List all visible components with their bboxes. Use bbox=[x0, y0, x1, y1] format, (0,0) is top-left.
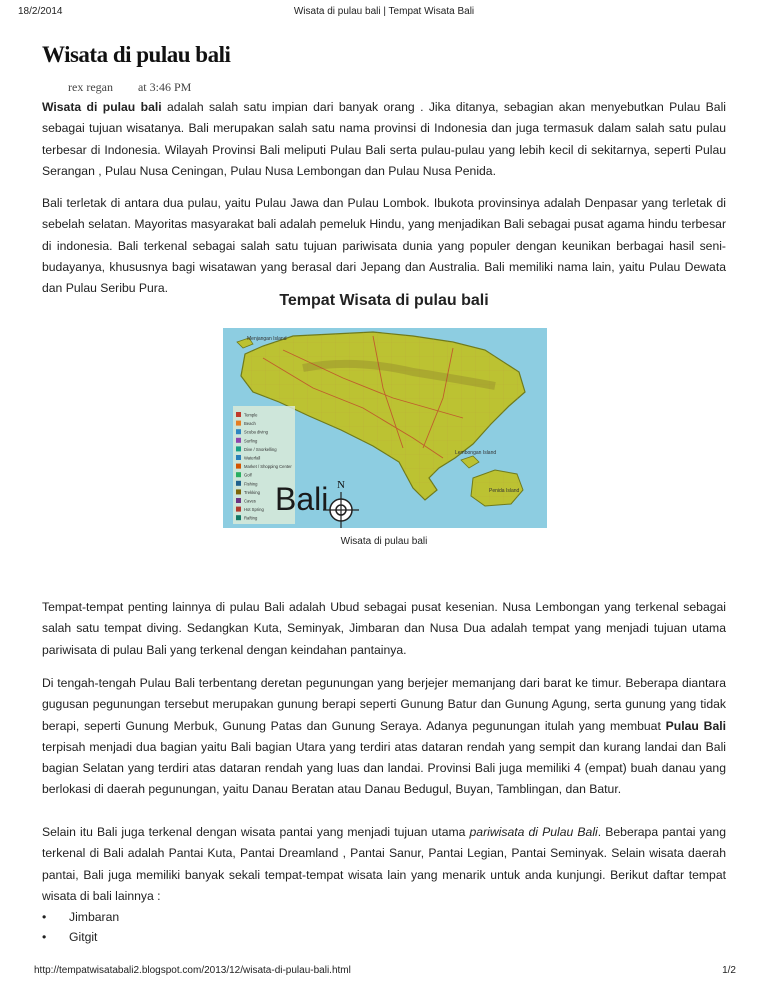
print-page-title: Wisata di pulau bali | Tempat Wisata Bali bbox=[293, 6, 475, 17]
paragraph-beaches bbox=[42, 822, 726, 907]
legend-icon bbox=[236, 489, 241, 494]
print-date: 18/2/2014 bbox=[18, 6, 63, 17]
post-time[interactable]: at 3:46 PM bbox=[137, 80, 192, 94]
paragraph-places: Tempat-tempat penting lainnya di pulau Bali adalah Ubud sebagai pusat kesenian. Nusa Lembongan yang terkenal sebagai salah satu tempat diving. Sedangkan Kuta, Seminyak, Jimbaran dan Nusa Dua adalah tempat yang menjadi tujuan utama pariwisata di pulau Bali yang terkenal dengan keindahan pantainya. bbox=[42, 600, 726, 657]
intro-bold-keyword: Wisata di pulau bali bbox=[42, 100, 162, 114]
legend-label: Beach bbox=[244, 421, 256, 427]
bali-map-drawing bbox=[223, 328, 547, 528]
legend-label: Waterfall bbox=[244, 455, 261, 461]
map-caption: Wisata di pulau bali bbox=[340, 536, 428, 547]
post-meta bbox=[68, 80, 191, 95]
legend-icon bbox=[236, 446, 241, 451]
legend-label: Trekking bbox=[244, 489, 260, 495]
map-label-penida: Penida Island bbox=[489, 488, 520, 494]
mountains-bold-link[interactable]: Pulau Bali bbox=[665, 718, 727, 733]
legend-label: Fishing bbox=[244, 481, 258, 487]
paragraph-mountains bbox=[42, 673, 726, 801]
bullet-dot-icon: • bbox=[42, 910, 47, 924]
legend-icon bbox=[236, 455, 241, 460]
map-label-north: N bbox=[337, 479, 345, 491]
legend-icon bbox=[236, 429, 241, 434]
mountains-text-a: Di tengah-tengah Pulau Bali terbentang deretan pegunungan yang berjejer memanjang dari barat ke timur. Beberapa diantara gugusan pegunungan tersebut merupakan gunung berapi seperti Gunung Batur dan Gunung Agung, serta gunung yang tidak berapi, seperti Gunung Merbuk, Gunung Patas dan Gunung Seraya. Adanya pegunungan itulah yang membuat bbox=[42, 676, 726, 733]
legend-label: Caves bbox=[244, 498, 256, 504]
map-label-lembongan: Lembongan Island bbox=[455, 450, 497, 456]
paragraph-location: Bali terletak di antara dua pulau, yaitu Pulau Jawa dan Pulau Lombok. Ibukota provinsinya adalah Denpasar yang terletak di sebelah selatan. Mayoritas masyarakat bali adalah pemeluk Hindu, yang menjadikan Bali sebagai pusat agama hindu terbesar di indonesia. Bali terkenal sebagai salah satu tujuan pariwisata dunia yang populer dengan keunikan berbagai hasil seni-budayanya, khususnya bagi wisatawan yang berasal dari Jepang dan Australia. Bali memiliki nama lain, yaitu Pulau Dewata dan Pulau Seribu Pura. bbox=[42, 196, 726, 296]
mountains-text-b: terpisah menjadi dua bagian yaitu Bali bagian Utara yang terdiri atas dataran rendah yang sempit dan kurang landai dan Bali bagian Selatan yang terdiri atas dataran rendah yang luas dan landai. Provinsi Bali juga memiliki 4 (empat) buah danau yang berlokasi di daerah pegunungan, yaitu Danau Beratan atau Danau Bedugul, Buyan, Tamblingan, dan Batur. bbox=[42, 739, 726, 797]
bali-map-image[interactable] bbox=[223, 328, 547, 528]
legend-label: Market / Shopping Center bbox=[244, 464, 292, 470]
print-header bbox=[0, 6, 768, 20]
beaches-italic-link[interactable]: pariwisata di Pulau Bali bbox=[469, 825, 598, 839]
legend-label: Scuba diving bbox=[244, 429, 268, 435]
list-item-label: Gitgit bbox=[69, 930, 98, 944]
footer-url[interactable]: http://tempatwisatabali2.blogspot.com/2013/12/wisata-di-pulau-bali.html bbox=[34, 965, 351, 976]
legend-icon bbox=[236, 507, 241, 512]
beaches-text-a: Selain itu Bali juga terkenal dengan wisata pantai yang menjadi tujuan utama bbox=[42, 825, 470, 839]
legend-icon bbox=[236, 481, 241, 486]
list-item bbox=[42, 907, 642, 927]
footer-page-number: 1/2 bbox=[722, 965, 736, 976]
list-item bbox=[42, 927, 642, 947]
legend-label: Temple bbox=[244, 412, 258, 418]
paragraph-intro bbox=[42, 97, 726, 182]
legend-icon bbox=[236, 498, 241, 503]
legend-icon bbox=[236, 464, 241, 469]
map-label-bali: Bali bbox=[275, 481, 329, 517]
list-item-label: Jimbaran bbox=[69, 910, 120, 924]
section-heading: Tempat Wisata di pulau bali bbox=[279, 292, 489, 309]
legend-icon bbox=[236, 421, 241, 426]
legend-label: Rafting bbox=[244, 515, 258, 521]
map-label-menjangan: Menjangan Island bbox=[247, 336, 287, 342]
legend-icon bbox=[236, 515, 241, 520]
beaches-text-b: . Beberapa pantai yang terkenal di Bali adalah Pantai Kuta, Pantai Dreamland , Pantai Sanur, Pantai Legian, Pantai Seminyak. Selain wisata daerah pantai, Bali juga memiliki banyak sekali tempat-tempat wisata lain yang menarik untuk anda kunjungi. Berikut daftar tempat wisata di bali lainnya : bbox=[42, 825, 726, 903]
post-title[interactable]: Wisata di pulau bali bbox=[42, 42, 231, 67]
place-list bbox=[42, 907, 642, 947]
legend-label: Dive / Snorkelling bbox=[244, 446, 277, 452]
intro-text: adalah salah satu impian dari banyak orang . Jika ditanya, sebagian akan menyebutkan Pulau Bali sebagai tujuan wisatanya. Bali merupakan salah satu nama provinsi di Indonesia dan juga termasuk dalam salah satu pulau terbesar di Indonesia. Wilayah Provinsi Bali meliputi Pulau Bali serta pulau-pulau yang lebih kecil di sekitarnya, seperti Pulau Serangan , Pulau Nusa Ceningan, Pulau Nusa Lembongan dan Pulau Nusa Penida. bbox=[42, 100, 726, 178]
legend-icon bbox=[236, 412, 241, 417]
post-author[interactable]: rex regan bbox=[68, 80, 113, 94]
legend-label: Surfing bbox=[244, 438, 258, 444]
legend-label: Hot Spring bbox=[244, 507, 264, 513]
legend-icon bbox=[236, 438, 241, 443]
legend-label: Golf bbox=[244, 472, 252, 478]
bullet-dot-icon: • bbox=[42, 930, 47, 944]
legend-icon bbox=[236, 472, 241, 477]
